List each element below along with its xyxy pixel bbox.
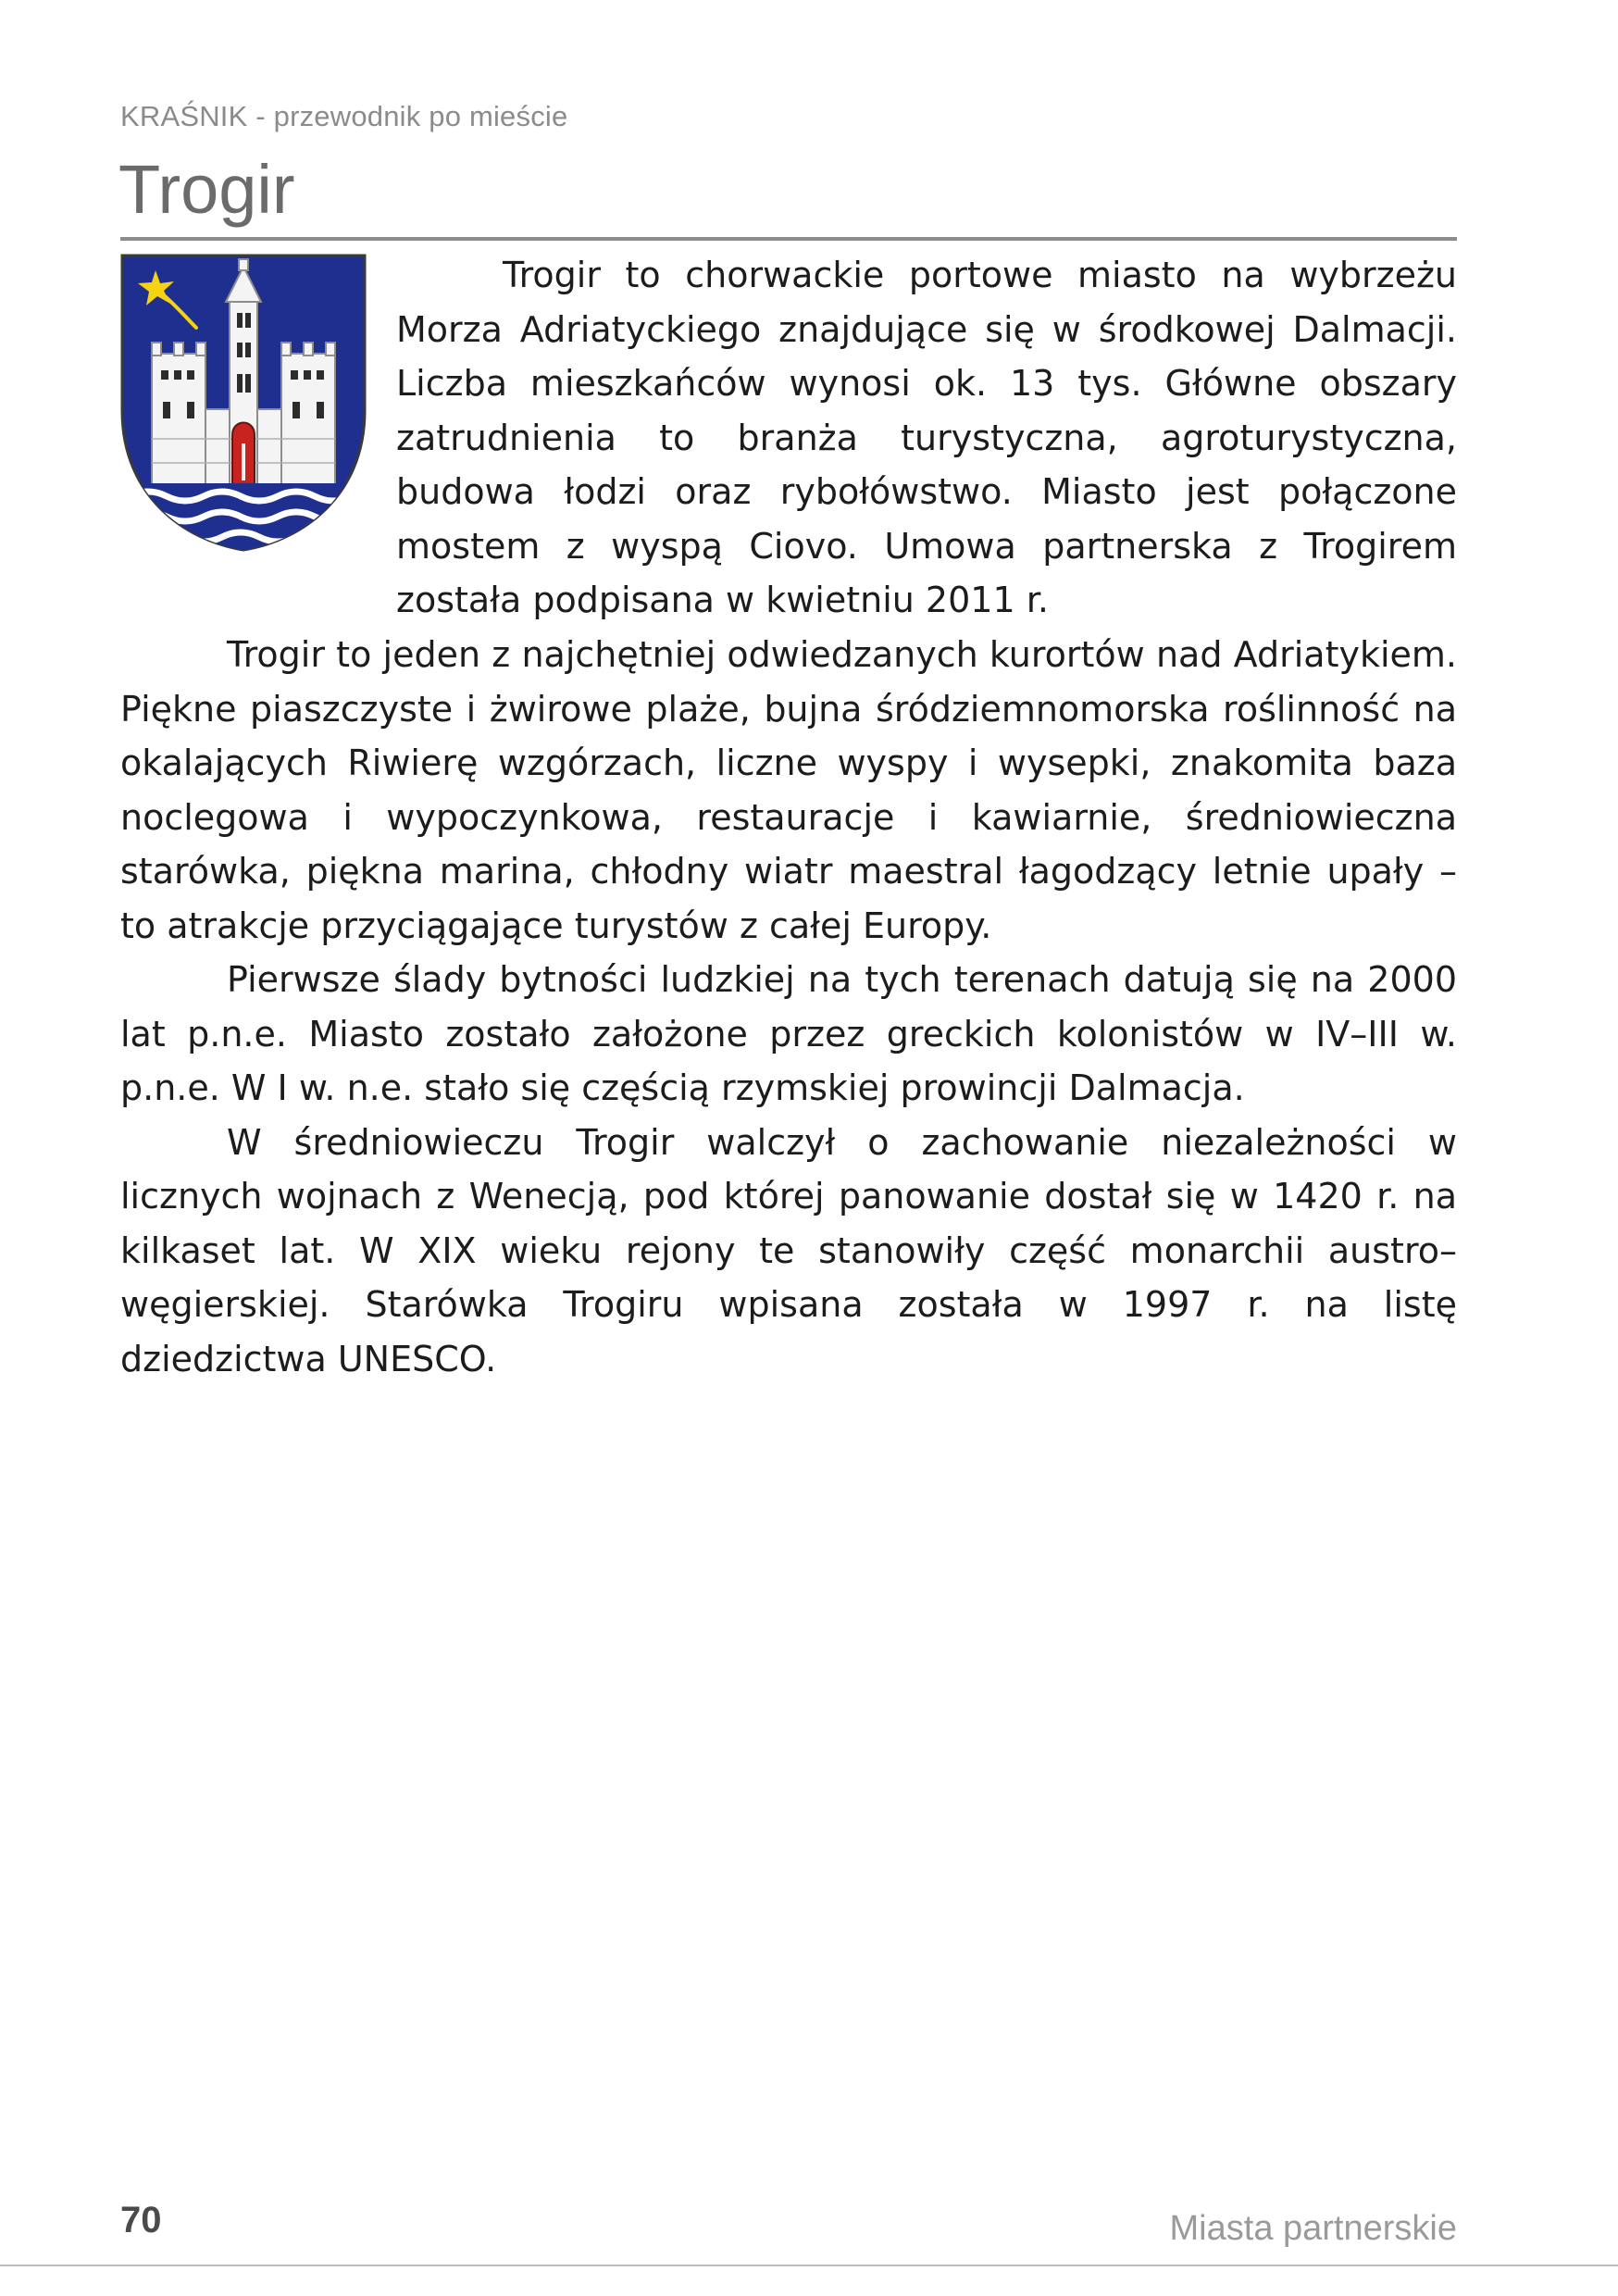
intro-paragraph: Trogir to chorwackie portowe miasto na wybrzeżu Morza Adriatyckiego znajdujące się w środkowej Dalmacji. Liczba mieszkańców wynosi ok. 13 tys. Główne obszary zatrudnienia to branża turystyczna, agroturystyczna, budowa łodzi oraz rybołówstwo. Miasto jest połączone mostem z wyspą Ciovo. Umowa partnerska z Trogirem została podpisana w kwietniu 2011 r. [396,255,1457,620]
footer-divider [0,2265,1618,2266]
running-header: KRAŚNIK - przewodnik po mieście [120,100,568,132]
body-paragraph: Pierwsze ślady bytności ludzkiej na tych terenach datują się na 2000 lat p.n.e. Miasto zostało założone przez greckich kolonistów w IV–III w. p.n.e. W I w. n.e. stało się częścią rzymskiej prowincji Dalmacja. [120,959,1457,1108]
section-name: Miasta partnerskie [1169,2209,1457,2248]
body-paragraph: Trogir to jeden z najchętniej odwiedzanych kurortów nad Adriatykiem. Piękne piaszczyste i żwirowe plaże, bujna śródziemnomorska roślinność na okalających Riwierę wzgórzach, liczne wyspy i wysepki, znakomita baza noclegowa i wypoczynkowa, restauracje i kawiarnie, średniowieczna starówka, piękna marina, chłodny wiatr maestral łagodzący letnie upały – to atrakcje przyciągające turystów z całej Europy. [120,634,1457,946]
coat-of-arms-icon [120,254,367,552]
page-number: 70 [120,2200,162,2240]
body-paragraph: W średniowieczu Trogir walczył o zachowanie niezależności w licznych wojnach z Wenecją, pod której panowanie dostał się w 1420 r. na kilkaset lat. W XIX wieku rejony te stanowiły część monarchii austro–węgierskiej. Starówka Trogiru wpisana została w 1997 r. na listę dziedzictwa UNESCO. [120,1121,1457,1379]
title-divider [120,237,1457,241]
article-body [120,628,1457,1386]
page-title: Trogir [118,151,295,228]
